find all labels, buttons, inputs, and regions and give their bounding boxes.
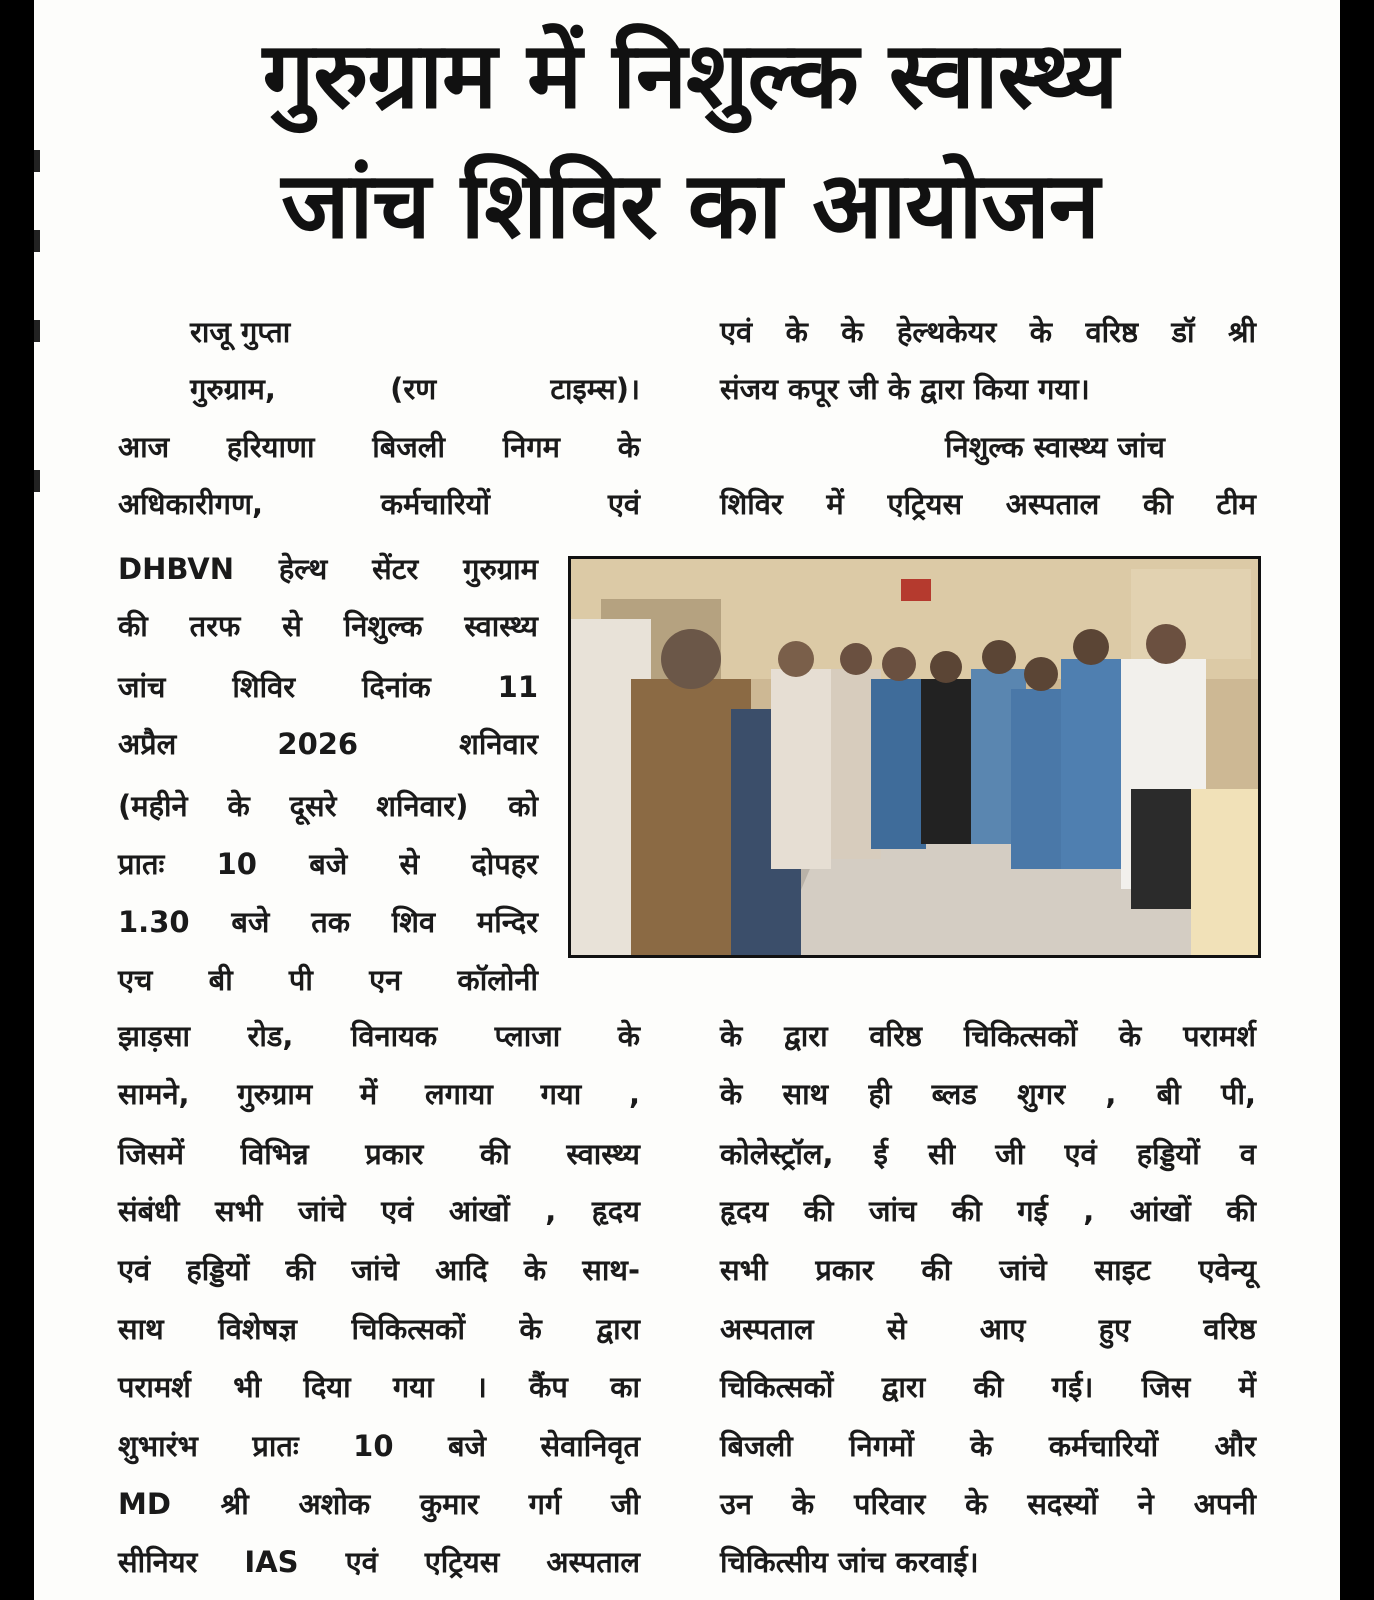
right-text-line: निशुल्क स्वास्थ्य जांच [945, 430, 1165, 464]
edge-mark [34, 230, 40, 252]
right-text-line: अस्पताल से आए हुए वरिष्ठ [720, 1312, 1256, 1346]
left-text-line: 1.30 बजे तक शिव मन्दिर [118, 905, 538, 939]
left-text-line: सीनियर IAS एवं एट्रियस अस्पताल [118, 1545, 640, 1579]
event-photo [568, 556, 1261, 958]
right-text-line: हृदय की जांच की गई , आंखों की [720, 1194, 1256, 1228]
left-text-line: साथ विशेषज्ञ चिकित्सकों के द्वारा [118, 1312, 640, 1346]
edge-mark [34, 470, 40, 492]
left-text-line: आज हरियाणा बिजली निगम के [118, 430, 640, 464]
left-text-line: परामर्श भी दिया गया । कैंप का [118, 1370, 640, 1404]
right-text-line: सभी प्रकार की जांचे साइट एवेन्यू [720, 1253, 1256, 1287]
headline-line-2: जांच शिविर का आयोजन [281, 152, 1099, 259]
left-text-line: संबंधी सभी जांचे एवं आंखों , हृदय [118, 1194, 640, 1228]
left-text-line: की तरफ से निशुल्क स्वास्थ्य [118, 609, 538, 643]
right-text-line: चिकित्सीय जांच करवाई। [720, 1545, 979, 1579]
edge-mark [34, 320, 40, 342]
left-text-line: जांच शिविर दिनांक 11 [118, 670, 538, 704]
left-text-line: एच बी पी एन कॉलोनी [118, 963, 538, 997]
right-text-line: बिजली निगमों के कर्मचारियों और [720, 1429, 1256, 1463]
left-text-line: शुभारंभ प्रातः 10 बजे सेवानिवृत [118, 1429, 640, 1463]
left-text-line: झाड़सा रोड, विनायक प्लाजा के [118, 1019, 640, 1053]
right-text-line: संजय कपूर जी के द्वारा किया गया। [720, 372, 1090, 406]
right-text-line: के द्वारा वरिष्ठ चिकित्सकों के परामर्श [720, 1019, 1256, 1053]
left-text-line: DHBVN हेल्थ सेंटर गुरुग्राम [118, 552, 538, 586]
right-text-line: के साथ ही ब्लड शुगर , बी पी, [720, 1077, 1256, 1111]
right-text-line: उन के परिवार के सदस्यों ने अपनी [720, 1487, 1256, 1521]
byline: राजू गुप्ता [190, 315, 291, 349]
left-text-line: (महीने के दूसरे शनिवार) को [118, 789, 538, 823]
left-text-line: सामने, गुरुग्राम में लगाया गया , [118, 1077, 640, 1111]
left-text-line: अप्रैल 2026 शनिवार [118, 727, 538, 761]
left-text-line: अधिकारीगण, कर्मचारियों एवं [118, 487, 640, 521]
headline-line-1: गुरुग्राम में निशुल्क स्वास्थ्य [262, 22, 1118, 129]
right-text-line: कोलेस्ट्रॉल, ई सी जी एवं हड्डियों व [720, 1137, 1256, 1171]
left-text-line: MD श्री अशोक कुमार गर्ग जी [118, 1487, 640, 1521]
left-text-line: जिसमें विभिन्न प्रकार की स्वास्थ्य [118, 1137, 640, 1171]
right-text-line: शिविर में एट्रियस अस्पताल की टीम [720, 487, 1256, 521]
photo-illustration [571, 559, 1261, 958]
left-text-line: एवं हड्डियों की जांचे आदि के साथ- [118, 1253, 640, 1287]
left-text-line: गुरुग्राम, (रण टाइम्स)। [190, 372, 640, 406]
left-text-line: प्रातः 10 बजे से दोपहर [118, 847, 538, 881]
right-text-line: एवं के के हेल्थकेयर के वरिष्ठ डॉ श्री [720, 315, 1256, 349]
edge-mark [34, 150, 40, 172]
right-text-line: चिकित्सकों द्वारा की गई। जिस में [720, 1370, 1256, 1404]
